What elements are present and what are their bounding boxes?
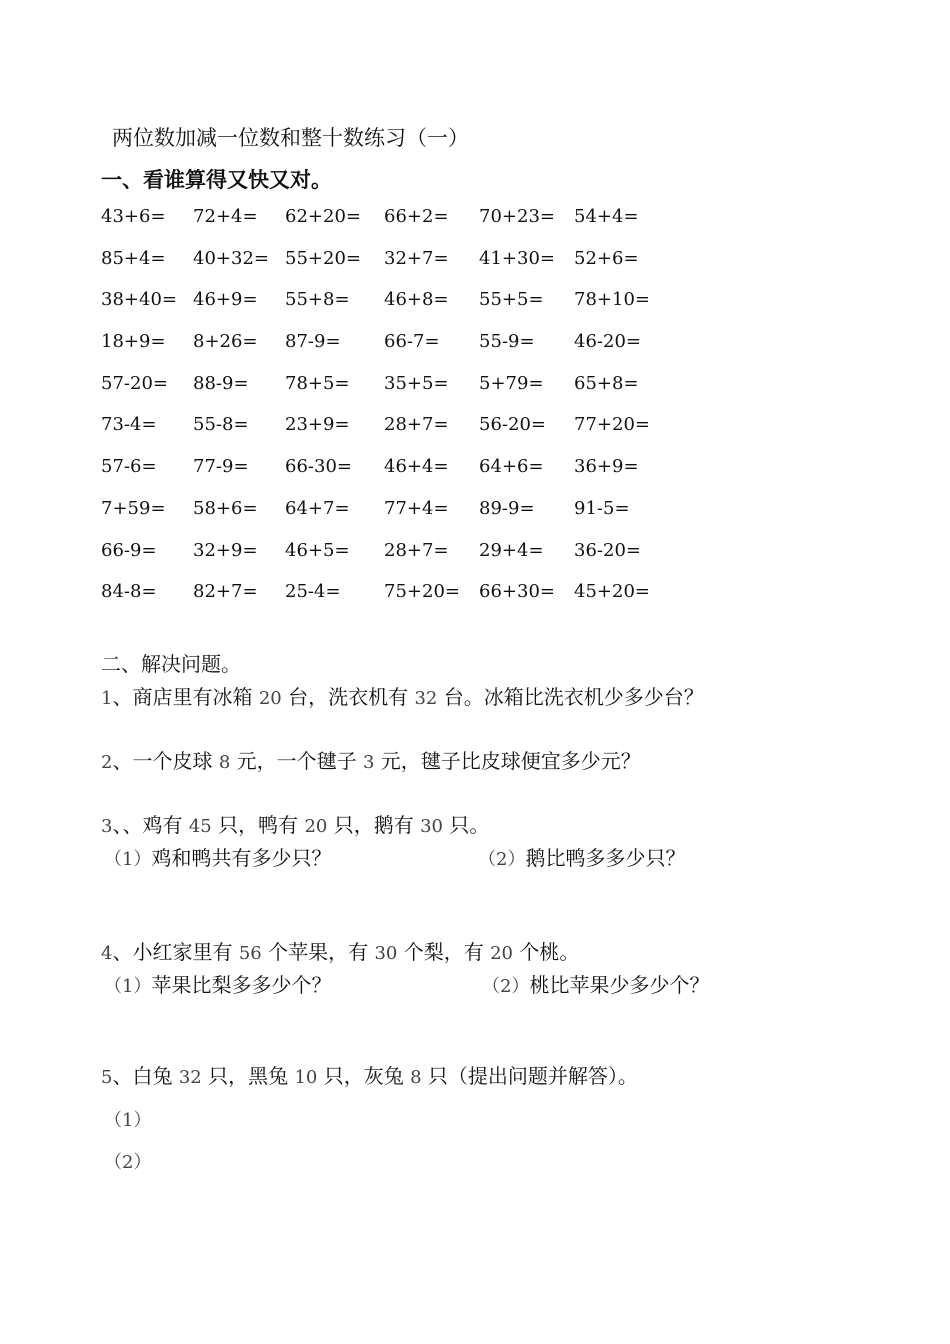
problem-cell: 52+6= xyxy=(574,247,639,269)
question-value: 20 xyxy=(490,943,513,964)
sub-question-number: （1） xyxy=(104,1110,152,1131)
problem-cell: 77-9= xyxy=(193,456,249,478)
question-value: 30 xyxy=(420,816,443,837)
sub-question-text: 鸡和鸭共有多少只？ xyxy=(151,846,332,870)
sub-question-number: （2） xyxy=(104,1152,152,1173)
grid-row xyxy=(101,540,701,582)
problem-cell: 8+26= xyxy=(193,331,258,353)
problem-cell: 73-4= xyxy=(101,414,157,436)
grid-row xyxy=(101,289,701,331)
problem-cell: 18+9= xyxy=(101,331,166,353)
question-value: 20 xyxy=(258,688,282,709)
problem-cell: 25-4= xyxy=(285,581,341,603)
question-4-sub-2 xyxy=(482,969,709,998)
question-number: 1 xyxy=(101,688,113,709)
question-value: 32 xyxy=(178,1067,202,1088)
question-text: 元，毽子比皮球便宜多少元？ xyxy=(374,749,641,773)
grid-row xyxy=(101,414,701,456)
question-value: 32 xyxy=(414,688,438,709)
question-number: 3 xyxy=(101,816,113,837)
question-number: 5 xyxy=(101,1067,113,1088)
question-5 xyxy=(101,1060,638,1089)
problem-cell: 29+4= xyxy=(479,539,544,561)
problem-cell: 41+30= xyxy=(479,247,555,269)
question-text: 元，一个毽子 xyxy=(230,749,363,773)
problem-cell: 54+4= xyxy=(574,206,639,227)
problem-cell: 43+6= xyxy=(101,206,166,227)
problem-cell: 57-6= xyxy=(101,456,157,478)
problem-cell: 55+20= xyxy=(285,247,361,269)
problem-cell: 55-8= xyxy=(193,414,249,436)
question-2 xyxy=(101,745,641,774)
sub-question-number: （1） xyxy=(104,976,152,997)
problem-cell: 65+8= xyxy=(574,372,639,394)
question-text: 、商店里有冰箱 xyxy=(112,685,259,709)
problem-cell: 58+6= xyxy=(193,497,258,519)
problem-cell: 85+4= xyxy=(101,247,166,269)
question-1 xyxy=(101,681,704,710)
problem-cell: 66+2= xyxy=(384,206,449,227)
problem-cell: 55+8= xyxy=(285,289,350,311)
problem-cell: 84-8= xyxy=(101,581,157,603)
question-number: 4 xyxy=(101,943,113,964)
grid-row xyxy=(101,248,701,290)
page-title: 两位数加减一位数和整十数练习（一） xyxy=(112,126,469,150)
sub-question-text: 桃比苹果少多少个？ xyxy=(529,973,710,997)
problem-cell: 82+7= xyxy=(193,581,258,603)
question-text: 台。冰箱比洗衣机少多少台？ xyxy=(437,685,704,709)
sub-question-text: 鹅比鸭多多少只？ xyxy=(525,846,686,870)
problem-cell: 72+4= xyxy=(193,206,258,227)
problem-cell: 62+20= xyxy=(285,206,361,227)
question-text: 、一个皮球 xyxy=(112,749,219,773)
problem-cell: 46+4= xyxy=(384,456,449,478)
question-value: 20 xyxy=(304,816,328,837)
problem-cell: 32+7= xyxy=(384,247,449,269)
problem-cell: 55-9= xyxy=(479,331,535,353)
problem-cell: 56-20= xyxy=(479,414,546,436)
problem-cell: 40+32= xyxy=(193,247,269,269)
question-3 xyxy=(101,809,489,838)
problem-cell: 36+9= xyxy=(574,456,639,478)
sub-question-number: （2） xyxy=(482,976,530,997)
problem-cell: 57-20= xyxy=(101,372,168,394)
sub-question-text: 苹果比梨多多少个？ xyxy=(151,973,332,997)
problem-cell: 32+9= xyxy=(193,539,258,561)
grid-row xyxy=(101,331,701,373)
question-4-sub-1 xyxy=(104,969,331,998)
question-3-sub-1 xyxy=(104,842,331,871)
problem-cell: 46+5= xyxy=(285,539,350,561)
problem-cell: 66-7= xyxy=(384,331,440,353)
question-5-sub-2 xyxy=(104,1148,151,1174)
question-4 xyxy=(101,936,579,965)
question-value: 10 xyxy=(294,1067,318,1088)
grid-row xyxy=(101,581,701,623)
question-text: 只，灰兔 xyxy=(317,1064,411,1088)
question-text: 台，洗衣机有 xyxy=(281,685,415,709)
grid-row xyxy=(101,498,701,540)
question-text: 个桃。 xyxy=(512,940,580,964)
problem-cell: 66-9= xyxy=(101,539,157,561)
problem-cell: 64+6= xyxy=(479,456,544,478)
question-text: 、小红家里有 xyxy=(112,940,239,964)
question-text: 只，鸭有 xyxy=(211,813,305,837)
problem-cell: 7+59= xyxy=(101,497,166,519)
problem-cell: 23+9= xyxy=(285,414,350,436)
question-text: 、、鸡有 xyxy=(112,813,189,837)
problem-cell: 89-9= xyxy=(479,497,535,519)
problem-cell: 36-20= xyxy=(574,539,641,561)
arithmetic-grid xyxy=(101,206,701,623)
problem-cell: 66+30= xyxy=(479,581,555,603)
problem-cell: 55+5= xyxy=(479,289,544,311)
grid-row xyxy=(101,373,701,415)
sub-question-number: （2） xyxy=(478,849,526,870)
problem-cell: 45+20= xyxy=(574,581,650,603)
problem-cell: 77+20= xyxy=(574,414,650,436)
question-text: 个梨，有 xyxy=(397,940,491,964)
question-value: 30 xyxy=(374,943,398,964)
question-value: 8 xyxy=(410,1067,422,1088)
question-5-sub-1 xyxy=(104,1106,151,1132)
question-text: 只，黑兔 xyxy=(201,1064,295,1088)
question-value: 45 xyxy=(188,816,212,837)
problem-cell: 78+10= xyxy=(574,289,650,311)
problem-cell: 35+5= xyxy=(384,372,449,394)
question-value: 8 xyxy=(218,752,231,773)
problem-cell: 38+40= xyxy=(101,289,177,311)
problem-cell: 46+9= xyxy=(193,289,258,311)
problem-cell: 75+20= xyxy=(384,581,460,603)
question-text: 个苹果，有 xyxy=(261,940,375,964)
question-text: 只（提出问题并解答）。 xyxy=(421,1064,638,1088)
problem-cell: 46-20= xyxy=(574,331,641,353)
section-2-heading: 二、解决问题。 xyxy=(101,652,241,676)
problem-cell: 88-9= xyxy=(193,372,249,394)
grid-row xyxy=(101,206,701,248)
problem-cell: 46+8= xyxy=(384,289,449,311)
sub-question-number: （1） xyxy=(104,849,152,870)
problem-cell: 78+5= xyxy=(285,372,350,394)
problem-cell: 64+7= xyxy=(285,497,350,519)
question-text: 只。 xyxy=(442,813,490,837)
problem-cell: 66-30= xyxy=(285,456,352,478)
question-3-sub-2 xyxy=(478,842,685,871)
question-value: 56 xyxy=(238,943,262,964)
problem-cell: 77+4= xyxy=(384,497,449,519)
question-text: 只，鹅有 xyxy=(327,813,421,837)
question-number: 2 xyxy=(101,752,113,773)
question-value: 3 xyxy=(362,752,375,773)
grid-row xyxy=(101,456,701,498)
problem-cell: 28+7= xyxy=(384,539,449,561)
section-1-heading: 一、看谁算得又快又对。 xyxy=(101,168,332,192)
question-text: 、白兔 xyxy=(112,1064,179,1088)
problem-cell: 87-9= xyxy=(285,331,341,353)
problem-cell: 70+23= xyxy=(479,206,555,227)
problem-cell: 91-5= xyxy=(574,497,630,519)
problem-cell: 5+79= xyxy=(479,372,544,394)
problem-cell: 28+7= xyxy=(384,414,449,436)
